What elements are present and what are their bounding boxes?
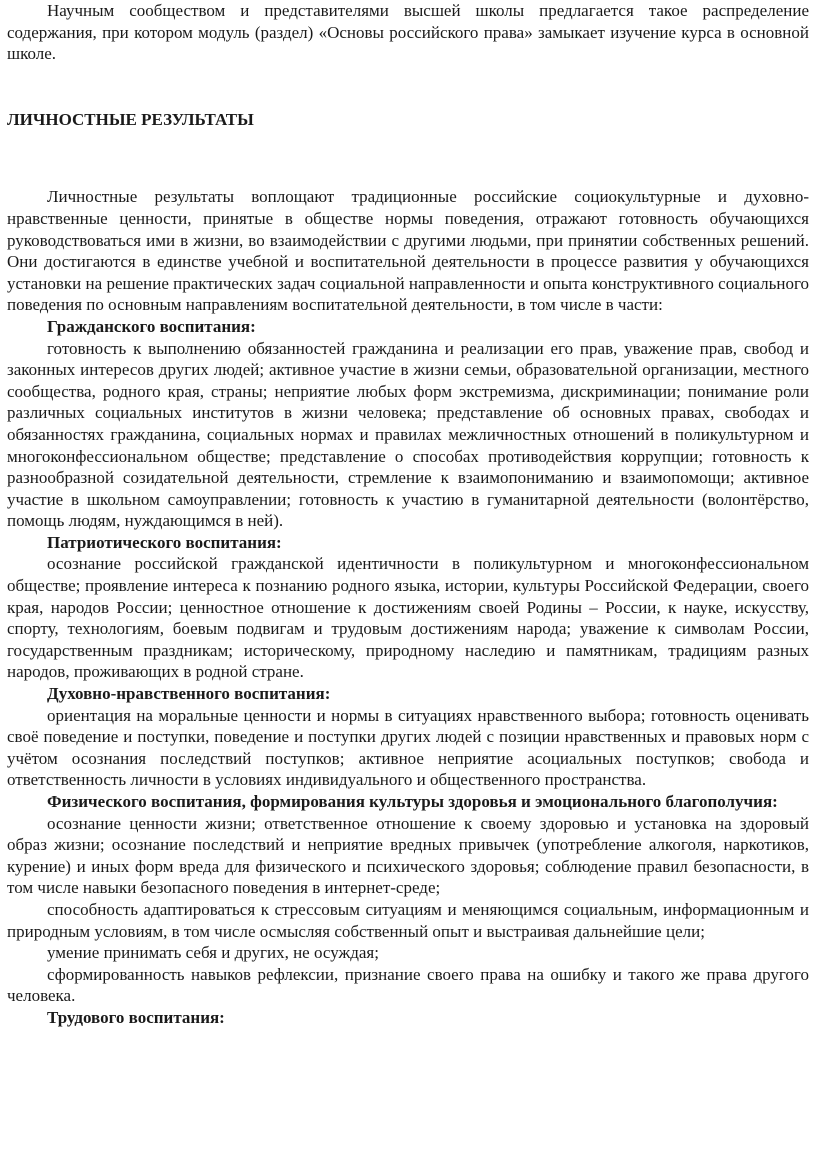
lead-paragraph: Личностные результаты воплощают традиционные российские социокультурные и духовно-нравственные ценности, принятые в обществе нормы поведения, отражают готовность обучающихся руководствоваться ими в жизни, во взаимодействии с другими людьми, при принятии собственных решений. Они достигаются в единстве учебной и воспитательной деятельности в процессе развития у обучающихся установки на решение практических задач социальной направленности и опыта конструктивного социального поведения по основным направлениям воспитательной деятельности, в том числе в части: [7, 187, 809, 315]
moral-title: Духовно-нравственного воспитания: [47, 684, 331, 704]
physical-paragraph-4: сформированность навыков рефлексии, признание своего права на ошибку и такого же права другого человека. [7, 964, 809, 1006]
section-title: ЛИЧНОСТНЫЕ РЕЗУЛЬТАТЫ [7, 109, 254, 129]
moral-paragraph: ориентация на моральные ценности и нормы в ситуациях нравственного выбора; готовность оценивать своё поведение и поступки, поведение и поступки других людей с позиции нравственных и правовых норм с учётом осознания последствий поступков; активное неприятие асоциальных поступков; свобода и ответственность личности в условиях индивидуального и общественного пространства. [7, 705, 809, 790]
patriotic-paragraph: осознание российской гражданской идентичности в поликультурном и многоконфессиональном обществе; проявление интереса к познанию родного языка, истории, культуры Российской Федерации, своего края, народов России; ценностное отношение к достижениям своей Родины – России, к науке, искусству, спорту, технологиям, боевым подвигам и трудовым достижениям народа; уважение к символам России, государственным праздникам; историческому, природному наследию и памятникам, традициям разных народов, проживающих в родной стране. [7, 554, 809, 682]
physical-paragraph-2: способность адаптироваться к стрессовым ситуациям и меняющимся социальным, информационным и природным условиям, в том числе осмысляя собственный опыт и выстраивая дальнейшие цели; [7, 899, 809, 941]
physical-paragraph-1: осознание ценности жизни; ответственное отношение к своему здоровью и установка на здоровый образ жизни; осознание последствий и неприятие вредных привычек (употребление алкоголя, наркотиков, курение) и иных форм вреда для физического и психического здоровья; соблюдение правил безопасности, в том числе навыки безопасного поведения в интернет-среде; [7, 813, 809, 898]
labor-title: Трудового воспитания: [47, 1007, 225, 1027]
civic-paragraph: готовность к выполнению обязанностей гражданина и реализации его прав, уважение прав, свобод и законных интересов других людей; активное участие в жизни семьи, образовательной организации, местного сообщества, родного края, страны; неприятие любых форм экстремизма, дискриминации; понимание роли различных социальных институтов в жизни человека; представление об основных правах, свободах и обязанностях гражданина, социальных нормах и правилах межличностных отношений в поликультурном и многоконфессиональном обществе; представление о способах противодействия коррупции; готовность к разнообразной созидательной деятельности, стремление к взаимопониманию и взаимопомощи; активное участие в школьном самоуправлении; готовность к участию в гуманитарной деятельности (волонтёрство, помощь людям, нуждающимся в ней). [7, 338, 809, 531]
patriotic-title: Патриотического воспитания: [47, 532, 282, 552]
civic-title: Гражданского воспитания: [47, 316, 256, 336]
physical-title: Физического воспитания, формирования культуры здоровья и эмоционального благополучия: [47, 792, 778, 811]
spacer [7, 130, 809, 186]
intro-paragraph: Научным сообществом и представителями высшей школы предлагается такое распределение содержания, при котором модуль (раздел) «Основы российского права» замыкает изучение курса в основной школе. [7, 1, 809, 64]
physical-paragraph-3: умение принимать себя и других, не осуждая; [47, 943, 379, 963]
spacer [7, 65, 809, 109]
